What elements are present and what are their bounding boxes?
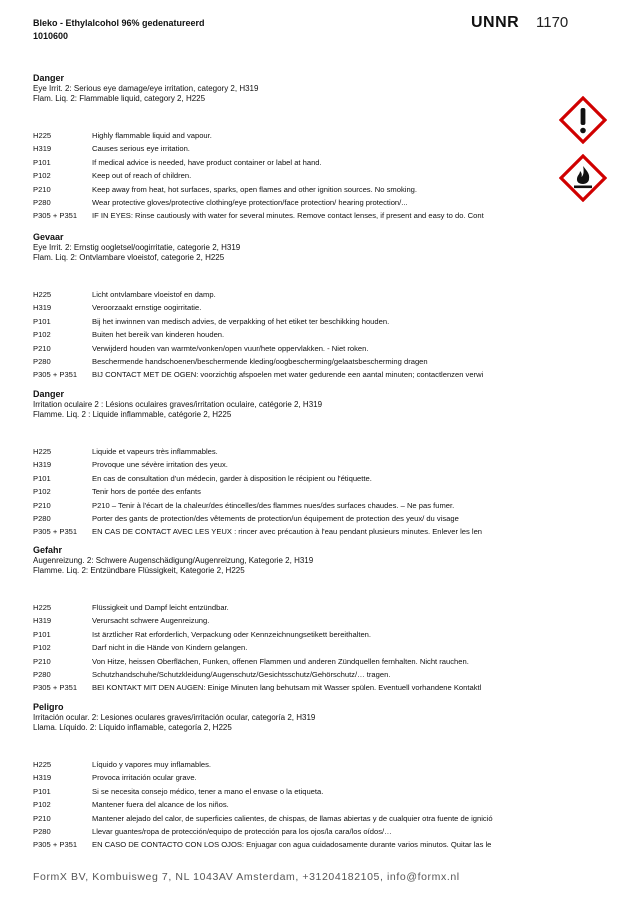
- statement-code: P305 + P351: [33, 683, 78, 693]
- hazard-section-dutch: [33, 231, 553, 382]
- hazard-section-spanish: [33, 701, 553, 852]
- unnr-number: 1170: [536, 14, 569, 31]
- classification-line: Flamme. Liq. 2 : Liquide inflammable, catégorie 2, H225: [33, 410, 232, 419]
- statement-text: Keep away from heat, hot surfaces, sparks, open flames and other ignition sources. No smoking.: [92, 184, 418, 194]
- statement-row: [33, 812, 553, 825]
- statement-text: Porter des gants de protection/des vêtements de protection/un équipement de protection des yeux/ du visage: [92, 513, 459, 523]
- statement-code: P305 + P351: [33, 840, 78, 850]
- statement-text: Von Hitze, heissen Oberflächen, Funken, offenen Flammen und anderen Zündquellen fernhalten. Nicht rauchen.: [92, 656, 469, 666]
- statement-code: P305 + P351: [33, 370, 78, 380]
- statement-row: [33, 758, 553, 771]
- statement-code: H225: [33, 447, 52, 456]
- statement-code: P210: [33, 500, 51, 510]
- statement-text: Darf nicht in die Hände von Kindern gelangen.: [92, 643, 248, 653]
- statement-text: BIJ CONTACT MET DE OGEN: voorzichtig afspoelen met water gedurende een aantal minuten; contactlenzen verwi: [92, 370, 484, 380]
- product-title: Bleko - Ethylalcohol 96% gedenatureerd: [33, 18, 205, 28]
- statement-code: P101: [33, 473, 51, 483]
- statement-text: Keep out of reach of children.: [92, 171, 192, 181]
- exclamation-mark-pictogram: [559, 96, 607, 144]
- statement-code: P210: [33, 813, 51, 823]
- unnr-label: UNNR: [471, 14, 520, 31]
- statement-text: Tenir hors de portée des enfants: [92, 487, 201, 497]
- statement-code: P210: [33, 656, 51, 666]
- company-footer: FormX BV, Kombuisweg 7, NL 1043AV Amsterdam, +31204182105, info@formx.nl: [33, 871, 460, 883]
- classification-line: Eye Irrit. 2: Serious eye damage/eye irritation, category 2, H319: [33, 84, 259, 93]
- statement-row: [33, 628, 553, 641]
- statement-text: En cas de consultation d'un médecin, garder à disposition le récipient ou l'étiquette.: [92, 473, 372, 483]
- statement-text: Liquide et vapeurs très inflammables.: [92, 447, 218, 456]
- classification-line: Augenreizung. 2: Schwere Augenschädigung/Augenreizung, Kategorie 2, H319: [33, 556, 314, 565]
- statement-text: Mantener fuera del alcance de los niños.: [92, 800, 229, 810]
- statement-text: Wear protective gloves/protective clothing/eye protection/face protection/ hearing protection/...: [92, 197, 408, 207]
- statement-row: [33, 485, 553, 498]
- statement-row: [33, 838, 553, 851]
- statement-code: H225: [33, 603, 52, 612]
- statement-row: [33, 342, 553, 355]
- statement-code: P210: [33, 184, 51, 194]
- statement-code: H225: [33, 290, 52, 299]
- product-code: 1010600: [33, 31, 69, 41]
- statement-row: [33, 209, 553, 222]
- statement-row: [33, 156, 553, 169]
- statement-text: Ist ärztlicher Rat erforderlich, Verpackung oder Kennzeichnungsetikett bereithalten.: [92, 629, 372, 639]
- statement-text: Provoca irritación ocular grave.: [92, 773, 197, 783]
- statement-code: P102: [33, 171, 51, 181]
- statement-code: H319: [33, 773, 52, 783]
- statement-text: Si se necesita consejo médico, tener a mano el envase o la etiqueta.: [92, 786, 324, 796]
- statement-code: H319: [33, 460, 52, 470]
- statement-row: [33, 472, 553, 485]
- statement-text: Causes serious eye irritation.: [92, 144, 190, 154]
- statement-row: [33, 368, 553, 381]
- statement-code: P280: [33, 669, 51, 679]
- statement-code: P280: [33, 826, 51, 836]
- statement-row: [33, 614, 553, 627]
- statement-row: [33, 288, 553, 301]
- statement-row: [33, 169, 553, 182]
- statement-code: H225: [33, 131, 52, 140]
- statement-row: [33, 601, 553, 614]
- statement-text: Beschermende handschoenen/beschermende kleding/oogbescherming/gelaatsbescherming dragen: [92, 356, 428, 366]
- statement-row: [33, 458, 553, 471]
- statement-code: H319: [33, 616, 52, 626]
- statement-text: Veroorzaakt ernstige oogirritatie.: [92, 303, 202, 313]
- statement-row: [33, 328, 553, 341]
- classification-line: Eye Irrit. 2: Ernstig oogletsel/oogirritatie, categorie 2, H319: [33, 243, 241, 252]
- statement-text: Bij het inwinnen van medisch advies, de verpakking of het etiket ter beschikking houden.: [92, 316, 390, 326]
- statement-row: [33, 445, 553, 458]
- statement-text: Buiten het bereik van kinderen houden.: [92, 330, 225, 340]
- statement-code: H319: [33, 303, 52, 313]
- signal-word: Gevaar: [33, 232, 64, 242]
- classification-line: Irritación ocular. 2: Lesiones oculares graves/irritación ocular, categoría 2, H319: [33, 713, 316, 722]
- classification-line: Irritation oculaire 2 : Lésions oculaires graves/irritation oculaire, catégorie 2, H319: [33, 400, 323, 409]
- statement-row: [33, 301, 553, 314]
- statement-row: [33, 315, 553, 328]
- statement-row: [33, 668, 553, 681]
- statement-code: P280: [33, 197, 51, 207]
- statement-text: Schutzhandschuhe/Schutzkleidung/Augenschutz/Gesichtsschutz/Gehörschutz/… tragen.: [92, 669, 391, 679]
- statement-code: P305 + P351: [33, 211, 78, 221]
- statement-code: P305 + P351: [33, 527, 78, 537]
- signal-word: Danger: [33, 73, 65, 83]
- statement-text: Licht ontvlambare vloeistof en damp.: [92, 290, 216, 299]
- statement-text: Provoque une sévère irritation des yeux.: [92, 460, 228, 470]
- statement-text: EN CAS DE CONTACT AVEC LES YEUX : rincer avec précaution à l'eau pendant plusieurs minutes. Enlever les len: [92, 527, 483, 537]
- statement-code: P280: [33, 356, 51, 366]
- classification-line: Flam. Liq. 2: Flammable liquid, category 2, H225: [33, 94, 206, 103]
- statement-row: [33, 785, 553, 798]
- statement-text: Líquido y vapores muy inflamables.: [92, 760, 212, 769]
- statement-text: Flüssigkeit und Dampf leicht entzündbar.: [92, 603, 229, 612]
- statement-row: [33, 771, 553, 784]
- statement-row: [33, 825, 553, 838]
- statement-code: H319: [33, 144, 52, 154]
- statement-row: [33, 142, 553, 155]
- classification-line: Llama. Líquido. 2: Líquido inflamable, categoría 2, H225: [33, 723, 232, 732]
- flame-pictogram: [559, 154, 607, 202]
- statement-text: IF IN EYES: Rinse cautiously with water for several minutes. Remove contact lenses, if present and easy to do. Cont: [92, 211, 484, 221]
- statement-code: P102: [33, 800, 51, 810]
- statement-code: H225: [33, 760, 52, 769]
- statement-text: Highly flammable liquid and vapour.: [92, 131, 212, 140]
- statement-code: P101: [33, 316, 51, 326]
- statement-code: P101: [33, 629, 51, 639]
- statement-code: P101: [33, 157, 51, 167]
- statement-text: Verwijderd houden van warmte/vonken/open vuur/hete oppervlakken. - Niet roken.: [92, 343, 369, 353]
- hazard-section-english: [33, 72, 553, 223]
- statement-row: [33, 196, 553, 209]
- hazard-section-french: [33, 388, 553, 539]
- statement-row: [33, 681, 553, 694]
- statement-text: Llevar guantes/ropa de protección/equipo de protección para los ojos/la cara/los oídos/…: [92, 826, 392, 836]
- statement-row: [33, 183, 553, 196]
- statement-row: [33, 129, 553, 142]
- statement-row: [33, 512, 553, 525]
- statement-text: If medical advice is needed, have product container or label at hand.: [92, 157, 322, 167]
- statement-text: P210 – Tenir à l'écart de la chaleur/des étincelles/des flammes nues/des surfaces chaudes. – Ne pas fumer.: [92, 500, 455, 510]
- statement-code: P102: [33, 330, 51, 340]
- classification-line: Flam. Liq. 2: Ontvlambare vloeistof, categorie 2, H225: [33, 253, 225, 262]
- statement-text: Verursacht schwere Augenreizung.: [92, 616, 210, 626]
- signal-word: Peligro: [33, 702, 64, 712]
- classification-line: Flamme. Liq. 2: Entzündbare Flüssigkeit, Kategorie 2, H225: [33, 566, 245, 575]
- statement-row: [33, 525, 553, 538]
- statement-code: P102: [33, 487, 51, 497]
- hazard-section-german: [33, 544, 553, 695]
- statement-code: P210: [33, 343, 51, 353]
- statement-row: [33, 641, 553, 654]
- statement-code: P102: [33, 643, 51, 653]
- statement-row: [33, 499, 553, 512]
- statement-text: Mantener alejado del calor, de superficies calientes, de chispas, de llamas abiertas y de cualquier otra fuente de ignició: [92, 813, 493, 823]
- statement-text: EN CASO DE CONTACTO CON LOS OJOS: Enjuagar con agua cuidadosamente durante varios minutos. Quitar las le: [92, 840, 492, 850]
- statement-row: [33, 798, 553, 811]
- statement-row: [33, 655, 553, 668]
- statement-row: [33, 355, 553, 368]
- signal-word: Gefahr: [33, 545, 63, 555]
- signal-word: Danger: [33, 389, 65, 399]
- statement-code: P280: [33, 513, 51, 523]
- statement-text: BEI KONTAKT MIT DEN AUGEN: Einige Minuten lang behutsam mit Wasser spülen. Eventuell vorhandene Kontaktl: [92, 683, 482, 693]
- statement-code: P101: [33, 786, 51, 796]
